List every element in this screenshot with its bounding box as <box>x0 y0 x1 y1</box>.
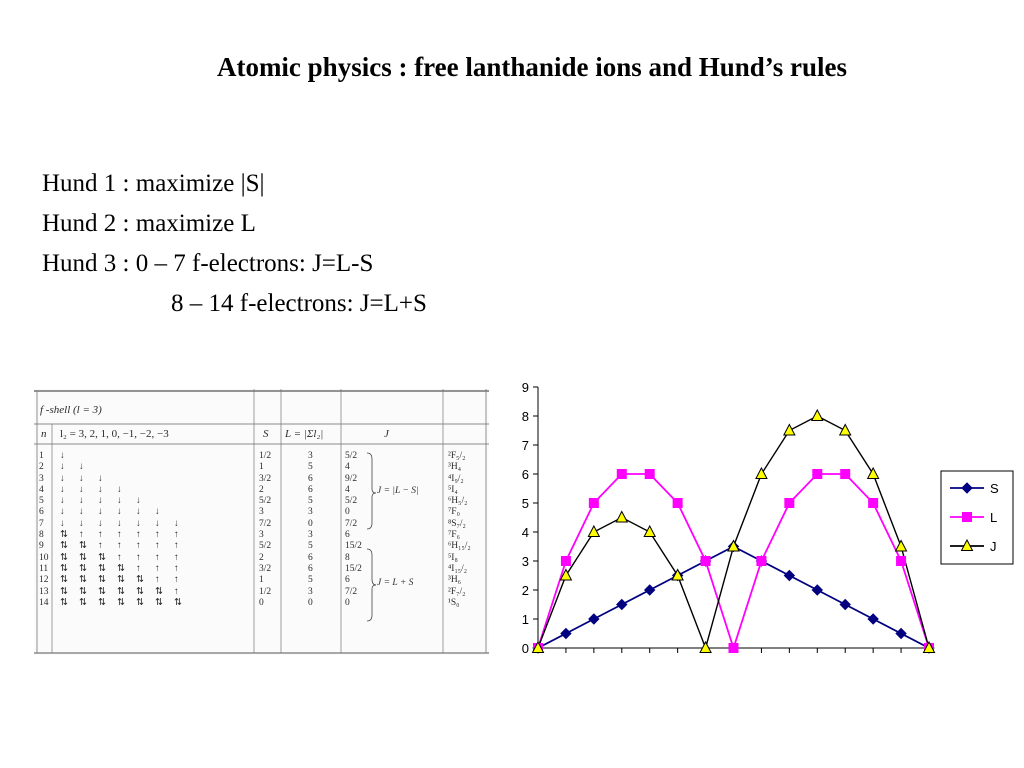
y-tick-label: 3 <box>521 554 529 569</box>
spin-arrow: ↓ <box>60 473 65 484</box>
spin-arrow: ⇅ <box>60 597 68 608</box>
spin-arrow: ↓ <box>60 518 65 529</box>
spin-arrow: ↓ <box>79 484 84 495</box>
table-cell-s: 1 <box>259 575 264 586</box>
data-point-J <box>868 468 879 479</box>
table-cell-n: 4 <box>39 484 44 495</box>
spin-arrow: ↑ <box>117 530 122 541</box>
spin-arrow: ↑ <box>155 575 160 586</box>
data-point-L <box>617 470 626 479</box>
table-cell-n: 7 <box>39 518 44 529</box>
spin-arrow: ⇅ <box>79 552 87 563</box>
table-cell-spins <box>60 541 193 552</box>
table-cell-spins <box>60 496 193 507</box>
data-point-L <box>701 557 710 566</box>
table-cell-l: 5 <box>308 575 313 586</box>
header-lz: l₂ = 3, 2, 1, 0, −1, −2, −3 <box>60 428 169 440</box>
chart-svg <box>500 375 1020 665</box>
spin-arrow: ⇅ <box>79 575 87 586</box>
spin-arrow: ↑ <box>136 552 141 563</box>
data-point-J <box>644 526 655 537</box>
data-point-S <box>589 614 599 624</box>
table-cell-j: 7/2 <box>345 518 358 529</box>
spin-arrow: ⇅ <box>98 575 106 586</box>
table-cell-term: ²F₇/₂ <box>448 586 466 597</box>
table-cell-s: 3 <box>259 530 264 541</box>
spin-arrow: ↑ <box>136 530 141 541</box>
spin-arrow: ⇅ <box>117 563 125 574</box>
y-tick-label: 0 <box>521 641 529 656</box>
data-point-S <box>561 629 571 639</box>
spin-arrow: ↓ <box>117 518 122 529</box>
table-cell-spins <box>60 474 193 485</box>
hund-rule-3: Hund 3 : 0 – 7 f-electrons: J=L-S <box>42 250 374 277</box>
y-tick-label: 7 <box>521 438 529 453</box>
column-term-symbol <box>448 451 471 609</box>
table-cell-spins <box>60 507 193 518</box>
spin-arrow: ↑ <box>136 563 141 574</box>
table-cell-l: 6 <box>308 484 313 495</box>
data-point-J <box>700 642 711 653</box>
spin-arrow: ⇅ <box>117 575 125 586</box>
table-cell-term: ⁵I₈ <box>448 552 458 563</box>
spin-arrow: ↓ <box>98 496 103 507</box>
hund-rules-chart <box>500 375 1020 665</box>
data-point-S <box>812 585 822 595</box>
table-cell-s: 3/2 <box>259 563 272 574</box>
table-cell-term: ⁶H₅/₂ <box>448 496 468 507</box>
table-cell-j: 15/2 <box>345 541 362 552</box>
table-cell-s: 3/2 <box>259 473 272 484</box>
table-cell-term: ²F₅/₂ <box>448 451 466 461</box>
data-point-L <box>561 557 570 566</box>
data-point-L <box>841 470 850 479</box>
table-cell-n: 3 <box>39 473 44 484</box>
table-cell-n: 12 <box>39 575 49 586</box>
spin-arrow: ↓ <box>155 507 160 518</box>
data-point-S <box>896 629 906 639</box>
spin-arrow: ↓ <box>174 518 179 529</box>
table-cell-j: 7/2 <box>345 586 358 597</box>
table-cell-l: 5 <box>308 462 313 473</box>
data-point-J <box>616 512 627 523</box>
spin-arrow: ⇅ <box>174 597 182 608</box>
legend-label-S: S <box>990 481 999 496</box>
header-j: J <box>384 428 389 440</box>
spin-arrow: ↑ <box>174 563 179 574</box>
spin-arrow: ↑ <box>174 575 179 586</box>
spin-arrow: ↓ <box>98 473 103 484</box>
table-cell-n: 10 <box>39 552 49 563</box>
legend-marker-L <box>963 513 972 522</box>
spin-arrow: ↓ <box>60 496 65 507</box>
data-point-L <box>729 644 738 653</box>
spin-arrow: ↓ <box>79 518 84 529</box>
table-cell-spins <box>60 485 193 496</box>
spin-arrow: ⇅ <box>117 597 125 608</box>
table-cell-term: ¹S₀ <box>448 597 460 608</box>
table-cell-spins <box>60 587 193 598</box>
table-cell-l: 6 <box>308 563 313 574</box>
spin-arrow: ⇅ <box>60 552 68 563</box>
spin-arrow: ⇅ <box>136 597 144 608</box>
spin-arrow: ⇅ <box>79 586 87 597</box>
table-cell-s: 1/2 <box>259 451 272 461</box>
spin-arrow: ↓ <box>98 484 103 495</box>
data-point-L <box>869 499 878 508</box>
spin-arrow: ↑ <box>136 541 141 552</box>
table-cell-term: ⁷F₀ <box>448 507 460 518</box>
table-cell-j: 6 <box>345 530 350 541</box>
table-cell-l: 5 <box>308 541 313 552</box>
hund-rule-1: Hund 1 : maximize |S| <box>42 170 265 197</box>
table-cell-l: 6 <box>308 552 313 563</box>
spin-arrow: ↑ <box>98 541 103 552</box>
spin-arrow: ↓ <box>79 507 84 518</box>
spin-arrow: ↑ <box>155 563 160 574</box>
table-cell-n: 9 <box>39 541 44 552</box>
legend-label-J: J <box>990 539 997 554</box>
spin-arrow: ↓ <box>79 496 84 507</box>
brace-label-upper-half: J = L + S <box>377 578 414 588</box>
header-n: n <box>41 428 47 440</box>
spin-arrow: ↑ <box>117 541 122 552</box>
spin-arrow: ⇅ <box>98 563 106 574</box>
data-point-J <box>896 541 907 552</box>
column-j <box>345 451 362 609</box>
table-cell-n: 6 <box>39 507 44 518</box>
slide-title: Atomic physics : free lanthanide ions and Hund’s rules <box>216 52 848 82</box>
spin-arrow: ⇅ <box>60 586 68 597</box>
spin-arrow: ↑ <box>174 586 179 597</box>
spin-arrow: ⇅ <box>155 586 163 597</box>
table-cell-j: 0 <box>345 507 350 518</box>
table-cell-n: 1 <box>39 451 44 461</box>
hund-rule-3-continued: 8 – 14 f-electrons: J=L+S <box>171 290 427 317</box>
data-point-L <box>645 470 654 479</box>
table-cell-n: 8 <box>39 530 44 541</box>
table-cell-s: 2 <box>259 484 264 495</box>
legend-label-L: L <box>990 510 998 525</box>
table-cell-l: 5 <box>308 496 313 507</box>
table-cell-l: 3 <box>308 586 313 597</box>
table-cell-term: ⁷F₆ <box>448 530 460 541</box>
spin-arrow: ↓ <box>60 484 65 495</box>
table-cell-spins <box>60 598 193 609</box>
table-cell-spins <box>60 553 193 564</box>
table-cell-j: 9/2 <box>345 473 358 484</box>
column-n <box>39 451 49 609</box>
table-cell-spins <box>60 564 193 575</box>
spin-arrow: ⇅ <box>117 586 125 597</box>
spin-arrow: ↓ <box>79 473 84 484</box>
table-cell-spins <box>60 451 193 462</box>
spin-arrow: ↓ <box>136 518 141 529</box>
table-cell-j: 6 <box>345 575 350 586</box>
y-tick-label: 5 <box>521 496 529 511</box>
data-point-L <box>757 557 766 566</box>
spin-arrow: ↓ <box>60 451 65 461</box>
y-tick-label: 1 <box>521 612 529 627</box>
table-cell-n: 13 <box>39 586 49 597</box>
data-point-S <box>784 571 794 581</box>
table-cell-s: 0 <box>259 597 264 608</box>
table-cell-spins <box>60 530 193 541</box>
table-cell-spins <box>60 519 193 530</box>
table-cell-j: 15/2 <box>345 563 362 574</box>
y-tick-label: 2 <box>521 583 529 598</box>
spin-arrow: ↓ <box>60 507 65 518</box>
table-cell-j: 0 <box>345 597 350 608</box>
data-point-J <box>840 425 851 436</box>
spin-arrow: ↓ <box>136 507 141 518</box>
spin-arrow: ⇅ <box>60 541 68 552</box>
table-cell-term: ⁸S₇/₂ <box>448 518 466 529</box>
spin-arrow: ↓ <box>60 462 65 473</box>
column-spin-arrows <box>60 451 193 609</box>
table-cell-l: 6 <box>308 473 313 484</box>
data-point-S <box>617 600 627 610</box>
spin-arrow: ↑ <box>155 530 160 541</box>
table-cell-s: 5/2 <box>259 541 272 552</box>
column-l <box>308 451 313 609</box>
data-point-S <box>645 585 655 595</box>
spin-arrow: ↓ <box>117 496 122 507</box>
table-cell-term: ³H₄ <box>448 462 462 473</box>
data-point-L <box>897 557 906 566</box>
y-tick-label: 4 <box>521 525 529 540</box>
data-point-S <box>868 614 878 624</box>
spin-arrow: ⇅ <box>155 597 163 608</box>
table-cell-l: 3 <box>308 451 313 461</box>
spin-arrow: ⇅ <box>60 563 68 574</box>
table-cell-s: 2 <box>259 552 264 563</box>
y-tick-label: 8 <box>521 409 529 424</box>
table-cell-l: 0 <box>308 518 313 529</box>
data-point-J <box>812 410 823 421</box>
data-point-S <box>840 600 850 610</box>
spin-arrow: ⇅ <box>98 552 106 563</box>
spin-arrow: ↓ <box>136 496 141 507</box>
table-cell-j: 8 <box>345 552 350 563</box>
data-point-J <box>784 425 795 436</box>
spin-arrow: ↑ <box>117 552 122 563</box>
table-cell-l: 3 <box>308 530 313 541</box>
spin-arrow: ⇅ <box>60 575 68 586</box>
header-l: L = |Σl₂| <box>285 428 324 440</box>
data-point-L <box>813 470 822 479</box>
spin-arrow: ↑ <box>155 541 160 552</box>
table-cell-j: 4 <box>345 462 350 473</box>
table-cell-term: ⁴I₉/₂ <box>448 473 464 484</box>
spin-arrow: ⇅ <box>136 586 144 597</box>
table-cell-n: 11 <box>39 563 49 574</box>
hund-rules-table <box>34 389 489 655</box>
table-cell-s: 1 <box>259 462 264 473</box>
spin-arrow: ↓ <box>79 462 84 473</box>
table-cell-term: ⁵I₄ <box>448 484 458 495</box>
table-cell-j: 4 <box>345 484 350 495</box>
table-cell-term: ⁴I₁₅/₂ <box>448 563 468 574</box>
spin-arrow: ↑ <box>174 552 179 563</box>
table-cell-n: 5 <box>39 496 44 507</box>
table-cell-n: 14 <box>39 597 49 608</box>
spin-arrow: ↑ <box>174 530 179 541</box>
spin-arrow: ↑ <box>155 552 160 563</box>
y-tick-label: 9 <box>521 380 529 395</box>
spin-arrow: ↓ <box>155 518 160 529</box>
table-cell-spins <box>60 462 193 473</box>
table-cell-l: 0 <box>308 597 313 608</box>
spin-arrow: ⇅ <box>79 541 87 552</box>
data-point-J <box>756 468 767 479</box>
spin-arrow: ⇅ <box>79 563 87 574</box>
table-cell-term: ³H₆ <box>448 575 462 586</box>
table-cell-term: ⁶H₁₅/₂ <box>448 541 471 552</box>
table-cell-l: 3 <box>308 507 313 518</box>
table-cell-s: 5/2 <box>259 496 272 507</box>
series-line-S <box>538 547 929 649</box>
spin-arrow: ↓ <box>98 507 103 518</box>
column-s <box>259 451 271 609</box>
table-cell-s: 3 <box>259 507 264 518</box>
table-caption: f -shell (l = 3) <box>40 404 102 416</box>
hund-rule-2: Hund 2 : maximize L <box>42 210 256 237</box>
table-cell-j: 5/2 <box>345 496 358 507</box>
spin-arrow: ↓ <box>117 484 122 495</box>
spin-arrow: ⇅ <box>136 575 144 586</box>
y-tick-label: 6 <box>521 467 529 482</box>
spin-arrow: ⇅ <box>98 597 106 608</box>
table-cell-j: 5/2 <box>345 451 358 461</box>
spin-arrow: ↑ <box>98 530 103 541</box>
table-cell-s: 1/2 <box>259 586 272 597</box>
spin-arrow: ↑ <box>174 541 179 552</box>
table-cell-spins <box>60 575 193 586</box>
spin-arrow: ⇅ <box>98 586 106 597</box>
data-point-L <box>673 499 682 508</box>
spin-arrow: ↓ <box>117 507 122 518</box>
spin-arrow: ⇅ <box>60 530 68 541</box>
spin-arrow: ↑ <box>79 530 84 541</box>
spin-arrow: ↓ <box>98 518 103 529</box>
table-cell-n: 2 <box>39 462 44 473</box>
data-point-J <box>588 526 599 537</box>
data-point-L <box>589 499 598 508</box>
spin-arrow: ⇅ <box>79 597 87 608</box>
data-point-L <box>785 499 794 508</box>
table-cell-s: 7/2 <box>259 518 272 529</box>
header-s: S <box>263 428 269 440</box>
brace-label-lower-half: J = |L − S| <box>377 486 419 496</box>
